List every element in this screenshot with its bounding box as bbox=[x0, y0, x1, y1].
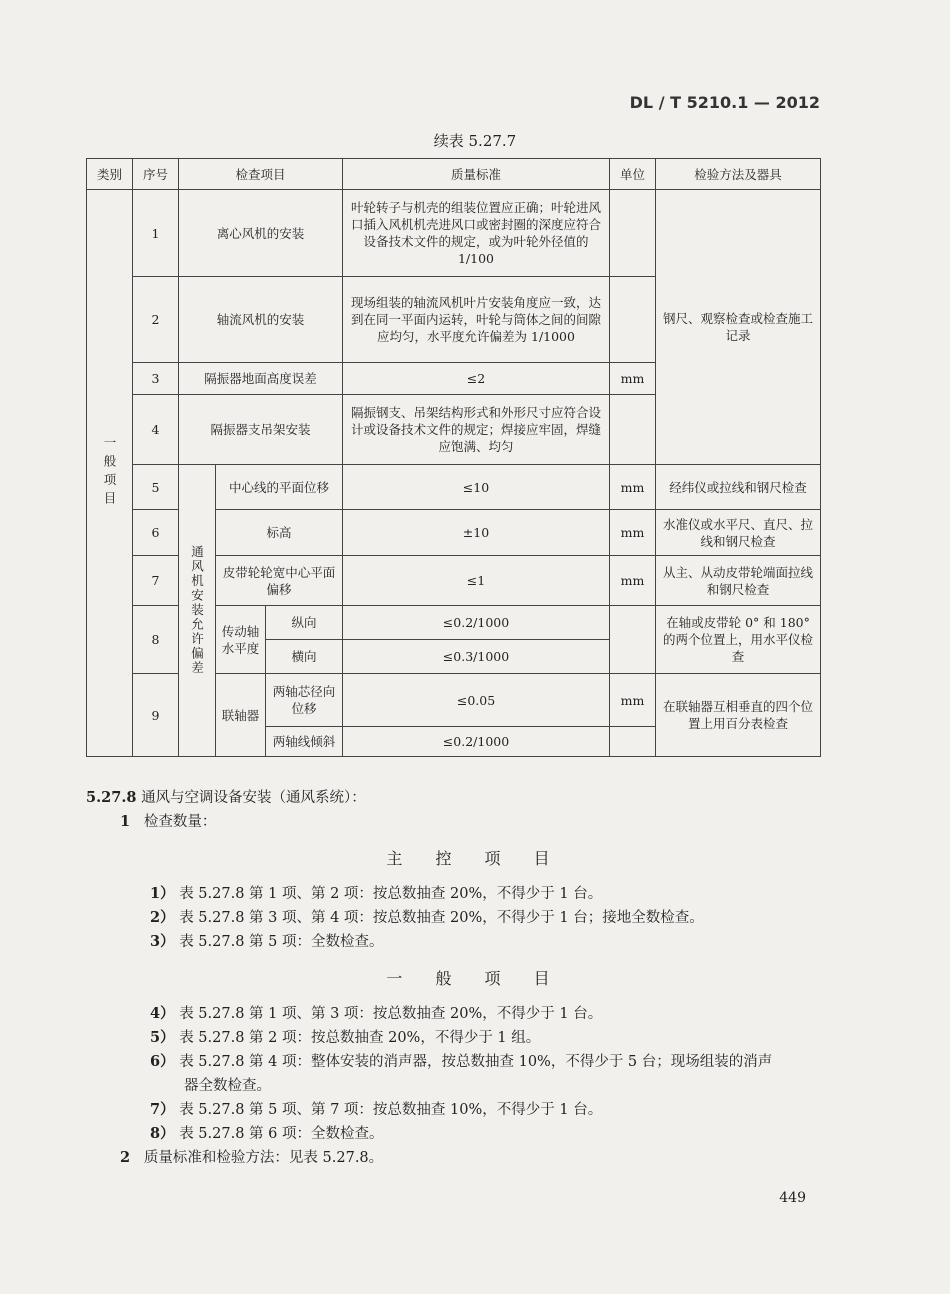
item-number: 2） bbox=[150, 909, 175, 926]
clause-title: 通风与空调设备安装（通风系统）： bbox=[141, 790, 366, 806]
row-number: 2 bbox=[133, 277, 179, 363]
item-text: 表 5.27.8 第 4 项：整体安装的消声器，按总数抽查 10%，不得少于 5 台；现场组装的消声 bbox=[179, 1054, 773, 1070]
row-unit bbox=[610, 727, 656, 757]
row-item: 隔振器支吊架安装 bbox=[179, 395, 343, 465]
row-subitem: 两轴线倾斜 bbox=[266, 727, 343, 757]
list-item bbox=[150, 906, 704, 927]
row-standard: ≤0.05 bbox=[343, 674, 610, 727]
clause-number: 5.27.8 bbox=[86, 789, 137, 806]
item-number: 1） bbox=[150, 885, 175, 902]
list-item-continuation: 器全数检查。 bbox=[184, 1078, 271, 1094]
list-item bbox=[150, 1002, 602, 1023]
row-unit: mm bbox=[610, 674, 656, 727]
list-item bbox=[150, 882, 602, 903]
col-header-number: 序号 bbox=[133, 159, 179, 190]
row-unit bbox=[610, 606, 656, 674]
main-items-heading: 主 控 项 目 bbox=[386, 849, 564, 868]
list-item bbox=[150, 1026, 540, 1047]
item-number: 1 bbox=[120, 813, 131, 830]
col-header-standard: 质量标准 bbox=[343, 159, 610, 190]
list-item bbox=[120, 810, 216, 831]
row-standard: 叶轮转子与机壳的组装位置应正确；叶轮进风口插入风机机壳进风口或密封圈的深度应符合设备技术文件的规定，或为叶轮外径值的 1/100 bbox=[343, 190, 610, 277]
row-number: 3 bbox=[133, 363, 179, 395]
list-item bbox=[150, 1098, 602, 1119]
item-number: 4） bbox=[150, 1005, 175, 1022]
row-number: 7 bbox=[133, 556, 179, 606]
item-number: 8） bbox=[150, 1125, 175, 1142]
row-method: 在轴或皮带轮 0° 和 180° 的两个位置上，用水平仪检查 bbox=[656, 606, 821, 674]
row-standard: ≤1 bbox=[343, 556, 610, 606]
row-unit bbox=[610, 190, 656, 277]
row-number: 9 bbox=[133, 674, 179, 757]
row-method: 水准仪或水平尺、直尺、拉线和钢尺检查 bbox=[656, 510, 821, 556]
row-unit bbox=[610, 277, 656, 363]
row-standard: ≤0.2/1000 bbox=[343, 606, 610, 640]
inspection-table bbox=[86, 158, 821, 757]
row-standard: 隔振钢支、吊架结构形式和外形尺寸应符合设计或设备技术文件的规定；焊接应牢固，焊缝应饱满、均匀 bbox=[343, 395, 610, 465]
item-text: 表 5.27.8 第 6 项：全数检查。 bbox=[179, 1126, 384, 1142]
row-method: 经纬仪或拉线和钢尺检查 bbox=[656, 465, 821, 510]
list-item bbox=[120, 1146, 383, 1167]
col-header-category: 类别 bbox=[87, 159, 133, 190]
row-item: 中心线的平面位移 bbox=[216, 465, 343, 510]
row-unit bbox=[610, 395, 656, 465]
row-group: 传动轴水平度 bbox=[216, 606, 266, 674]
page-number: 449 bbox=[779, 1190, 806, 1206]
row-unit: mm bbox=[610, 510, 656, 556]
list-item bbox=[150, 1122, 383, 1143]
row-number: 8 bbox=[133, 606, 179, 674]
row-item: 轴流风机的安装 bbox=[179, 277, 343, 363]
table-caption: 续表 5.27.7 bbox=[433, 132, 517, 150]
general-items-heading: 一 般 项 目 bbox=[386, 969, 564, 988]
row-number: 5 bbox=[133, 465, 179, 510]
row-method: 在联轴器互相垂直的四个位置上用百分表检查 bbox=[656, 674, 821, 757]
list-item bbox=[150, 1050, 772, 1071]
row-number: 6 bbox=[133, 510, 179, 556]
item-text: 表 5.27.8 第 5 项：全数检查。 bbox=[179, 934, 384, 950]
item-text: 检查数量： bbox=[143, 814, 217, 830]
standard-code: DL / T 5210.1 — 2012 bbox=[629, 93, 820, 112]
col-header-item: 检查项目 bbox=[179, 159, 343, 190]
row-group: 联轴器 bbox=[216, 674, 266, 757]
row-method: 钢尺、观察检查或检查施工记录 bbox=[656, 190, 821, 465]
row-unit: mm bbox=[610, 556, 656, 606]
col-header-unit: 单位 bbox=[610, 159, 656, 190]
item-number: 7） bbox=[150, 1101, 175, 1118]
item-number: 6） bbox=[150, 1053, 175, 1070]
table-header-row bbox=[87, 159, 821, 190]
row-unit: mm bbox=[610, 465, 656, 510]
row-standard: ≤0.3/1000 bbox=[343, 640, 610, 674]
row-number: 4 bbox=[133, 395, 179, 465]
row-standard: ≤10 bbox=[343, 465, 610, 510]
row-unit: mm bbox=[610, 363, 656, 395]
item-text: 质量标准和检验方法：见表 5.27.8。 bbox=[143, 1150, 384, 1166]
row-subitem: 纵向 bbox=[266, 606, 343, 640]
item-text: 表 5.27.8 第 1 项、第 2 项：按总数抽查 20%，不得少于 1 台。 bbox=[179, 886, 603, 902]
row-item: 标高 bbox=[216, 510, 343, 556]
list-item bbox=[150, 930, 383, 951]
row-standard: ≤2 bbox=[343, 363, 610, 395]
item-number: 5） bbox=[150, 1029, 175, 1046]
item-number: 3） bbox=[150, 933, 175, 950]
row-standard: 现场组装的轴流风机叶片安装角度应一致，达到在同一平面内运转，叶轮与筒体之间的间隙应均匀，水平度允许偏差为 1/1000 bbox=[343, 277, 610, 363]
item-text: 表 5.27.8 第 2 项：按总数抽查 20%，不得少于 1 组。 bbox=[179, 1030, 541, 1046]
row-number: 1 bbox=[133, 190, 179, 277]
item-text: 表 5.27.8 第 1 项、第 3 项：按总数抽查 20%，不得少于 1 台。 bbox=[179, 1006, 603, 1022]
subgroup-cell: 通风机安装允许偏差 bbox=[179, 465, 216, 757]
row-item: 离心风机的安装 bbox=[179, 190, 343, 277]
item-text: 表 5.27.8 第 5 项、第 7 项：按总数抽查 10%，不得少于 1 台。 bbox=[179, 1102, 603, 1118]
row-method: 从主、从动皮带轮端面拉线和钢尺检查 bbox=[656, 556, 821, 606]
row-item: 皮带轮轮宽中心平面偏移 bbox=[216, 556, 343, 606]
row-subitem: 两轴芯径向位移 bbox=[266, 674, 343, 727]
clause-heading bbox=[86, 786, 366, 807]
row-subitem: 横向 bbox=[266, 640, 343, 674]
row-standard: ±10 bbox=[343, 510, 610, 556]
category-cell: 一般项目 bbox=[87, 190, 133, 757]
row-item: 隔振器地面高度误差 bbox=[179, 363, 343, 395]
item-number: 2 bbox=[120, 1149, 131, 1166]
table-row bbox=[87, 190, 821, 277]
item-text: 表 5.27.8 第 3 项、第 4 项：按总数抽查 20%，不得少于 1 台；接地全数检查。 bbox=[179, 910, 704, 926]
row-standard: ≤0.2/1000 bbox=[343, 727, 610, 757]
col-header-method: 检验方法及器具 bbox=[656, 159, 821, 190]
table-row bbox=[87, 465, 821, 510]
